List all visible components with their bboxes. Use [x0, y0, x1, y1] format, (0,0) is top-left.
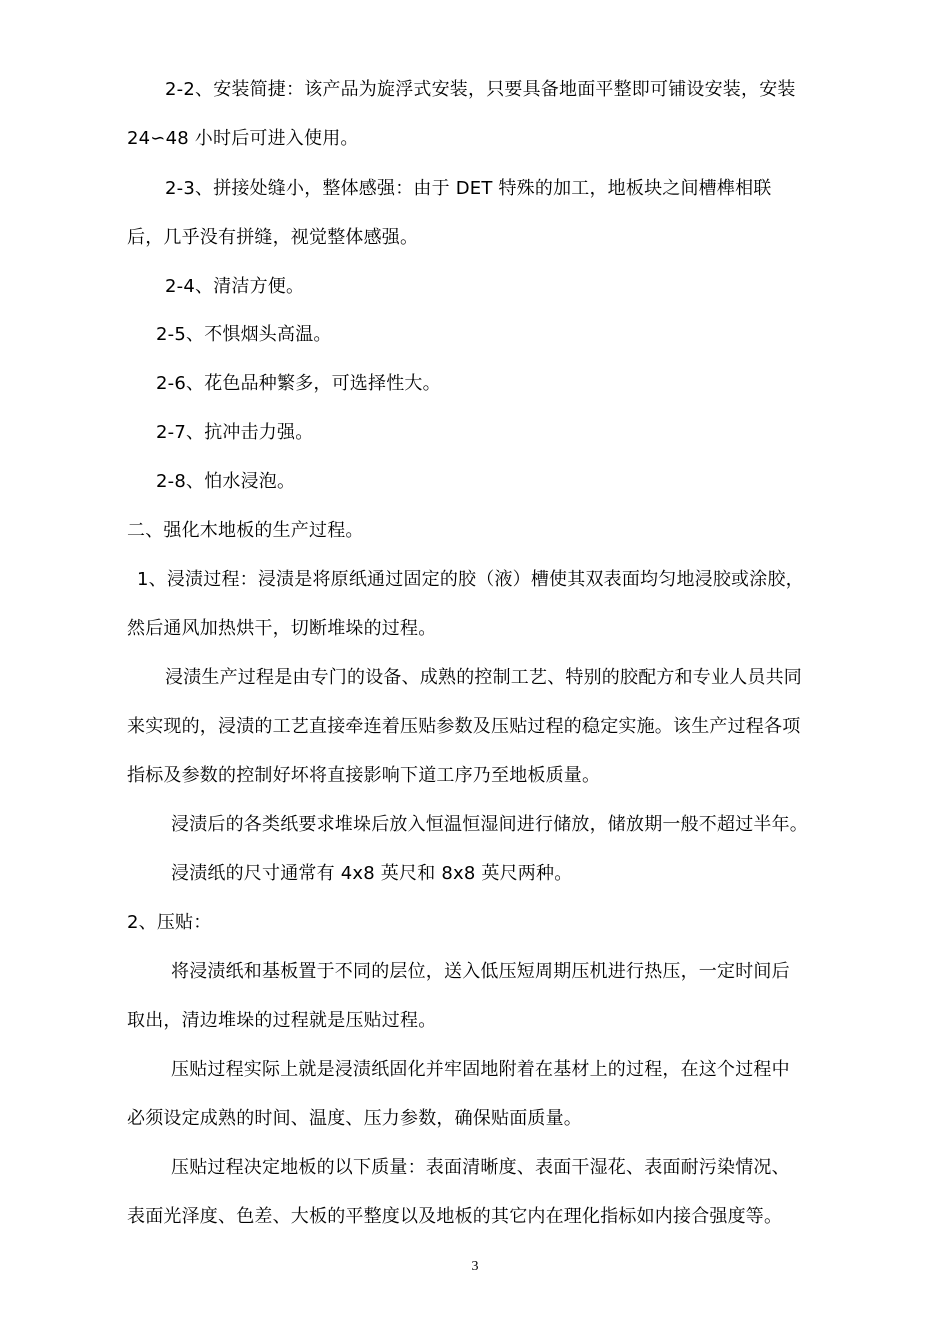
text-line: 2-4、清洁方便。 [165, 276, 305, 297]
text-line: 浸渍生产过程是由专门的设备、成熟的控制工艺、特别的胶配方和专业人员共同 [165, 667, 802, 688]
text-line: 2-8、怕水浸泡。 [156, 471, 296, 492]
text-line: 将浸渍纸和基板置于不同的层位，送入低压短周期压机进行热压，一定时间后 [171, 961, 790, 982]
text-line: 2-7、抗冲击力强。 [156, 422, 314, 443]
text-line: 24∽48 小时后可进入使用。 [127, 128, 359, 149]
text-line: 浸渍后的各类纸要求堆垛后放入恒温恒湿间进行储放，储放期一般不超过半年。 [171, 814, 808, 835]
text-line: 2-3、拼接处缝小，整体感强：由于 DET 特殊的加工，地板块之间槽榫相联 [165, 178, 772, 199]
text-line: 2-6、花色品种繁多，可选择性大。 [156, 373, 441, 394]
text-line: 取出，清边堆垛的过程就是压贴过程。 [127, 1010, 437, 1031]
text-line: 2-2、安装简捷：该产品为旋浮式安装，只要具备地面平整即可铺设安装，安装 [165, 79, 796, 100]
text-line: 后，几乎没有拼缝，视觉整体感强。 [127, 227, 419, 248]
text-line: 压贴过程决定地板的以下质量：表面清晰度、表面干湿花、表面耐污染情况、 [171, 1157, 790, 1178]
text-line: 压贴过程实际上就是浸渍纸固化并牢固地附着在基材上的过程，在这个过程中 [171, 1059, 790, 1080]
text-line: 来实现的，浸渍的工艺直接牵连着压贴参数及压贴过程的稳定实施。该生产过程各项 [127, 716, 801, 737]
text-line: 然后通风加热烘干，切断堆垛的过程。 [127, 618, 437, 639]
text-line: 浸渍纸的尺寸通常有 4x8 英尺和 8x8 英尺两种。 [171, 863, 573, 884]
page-number: 3 [471, 1259, 479, 1274]
text-line: 必须设定成熟的时间、温度、压力参数，确保贴面质量。 [127, 1108, 582, 1129]
text-line: 2-5、不惧烟头高温。 [156, 324, 332, 345]
subsection-heading: 2、压贴： [127, 912, 212, 933]
subsection-heading: 1、浸渍过程：浸渍是将原纸通过固定的胶（液）槽使其双表面均匀地浸胶或涂胶， [137, 569, 804, 590]
section-heading: 二、强化木地板的生产过程。 [127, 520, 364, 541]
text-line: 指标及参数的控制好坏将直接影响下道工序乃至地板质量。 [127, 765, 601, 786]
text-line: 表面光泽度、色差、大板的平整度以及地板的其它内在理化指标如内接合强度等。 [127, 1206, 783, 1227]
